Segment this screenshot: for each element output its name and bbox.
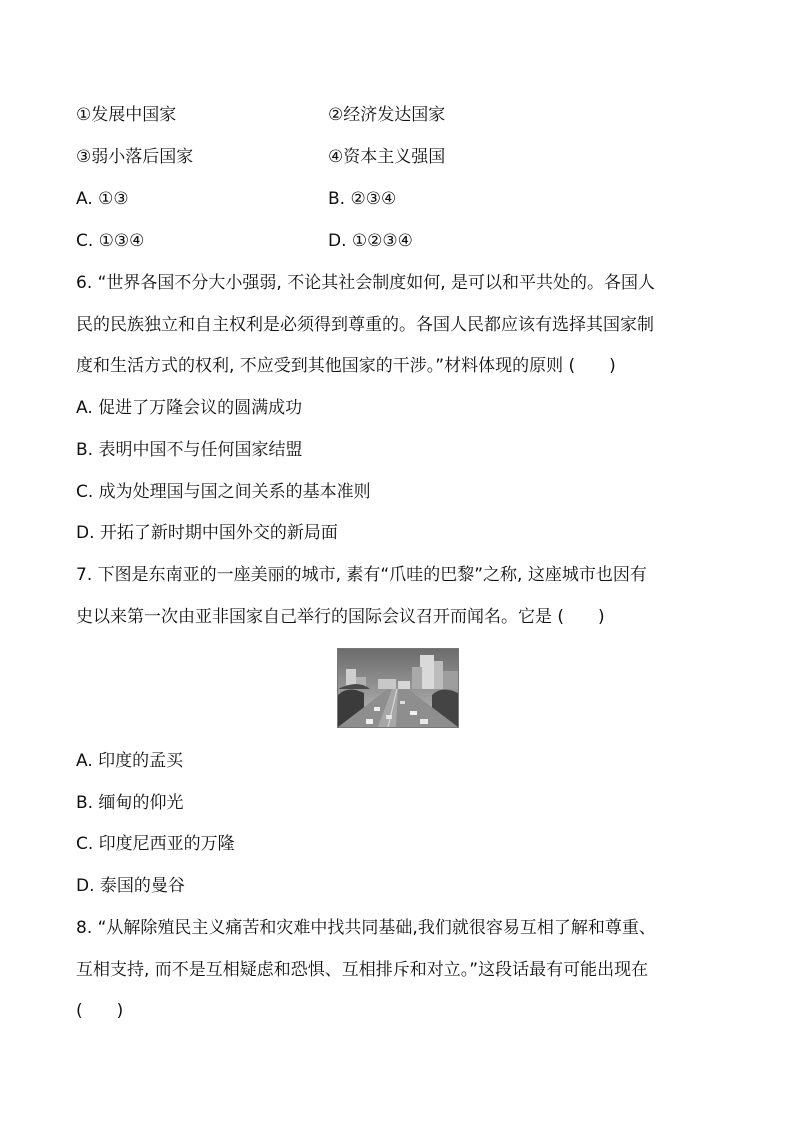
q5-item-1: ①发展中国家 (76, 105, 177, 125)
q6-stem-line-3: 度和生活方式的权利, 不应受到其他国家的干涉。”材料体现的原则 ( ) (76, 356, 616, 376)
q5-choice-c: C. ①③④ (76, 231, 145, 251)
q7-stem-line-2: 史以来第一次由亚非国家自己举行的国际会议召开而闻名。它是 ( ) (76, 607, 605, 627)
q6-option-d: D. 开拓了新时期中国外交的新局面 (76, 523, 338, 543)
q7-option-b: B. 缅甸的仰光 (76, 793, 184, 813)
q5-choice-d: D. ①②③④ (328, 231, 413, 251)
q5-item-3: ③弱小落后国家 (76, 147, 194, 167)
q6-stem-line-2: 民的民族独立和自主权利是必须得到尊重的。各国人民都应该有选择其国家制 (76, 315, 654, 335)
q8-stem-line-1: 8. “从解除殖民主义痛苦和灾难中找共同基础,我们就很容易互相了解和尊重、 (76, 918, 656, 938)
q5-item-2: ②经济发达国家 (328, 105, 446, 125)
q5-choice-b: B. ②③④ (328, 189, 397, 209)
q6-option-c: C. 成为处理国与国之间关系的基本准则 (76, 482, 371, 502)
city-photo (337, 648, 459, 728)
q7-option-d: D. 泰国的曼谷 (76, 876, 185, 896)
q6-option-a: A. 促进了万隆会议的圆满成功 (76, 398, 303, 418)
q8-stem-line-3: ( ) (76, 1001, 124, 1021)
q6-option-b: B. 表明中国不与任何国家结盟 (76, 440, 303, 460)
city-street-illustration (338, 649, 458, 727)
q7-option-c: C. 印度尼西亚的万隆 (76, 834, 235, 854)
q7-option-a: A. 印度的孟买 (76, 751, 184, 771)
q7-stem-line-1: 7. 下图是东南亚的一座美丽的城市, 素有“爪哇的巴黎”之称, 这座城市也因有 (76, 565, 647, 585)
q8-stem-line-2: 互相支持, 而不是互相疑虑和恐惧、互相排斥和对立。”这段话最有可能出现在 (76, 960, 649, 980)
q5-choice-a: A. ①③ (76, 189, 129, 209)
q6-stem-line-1: 6. “世界各国不分大小强弱, 不论其社会制度如何, 是可以和平共处的。各国人 (76, 273, 656, 293)
q5-item-4: ④资本主义强国 (328, 147, 446, 167)
